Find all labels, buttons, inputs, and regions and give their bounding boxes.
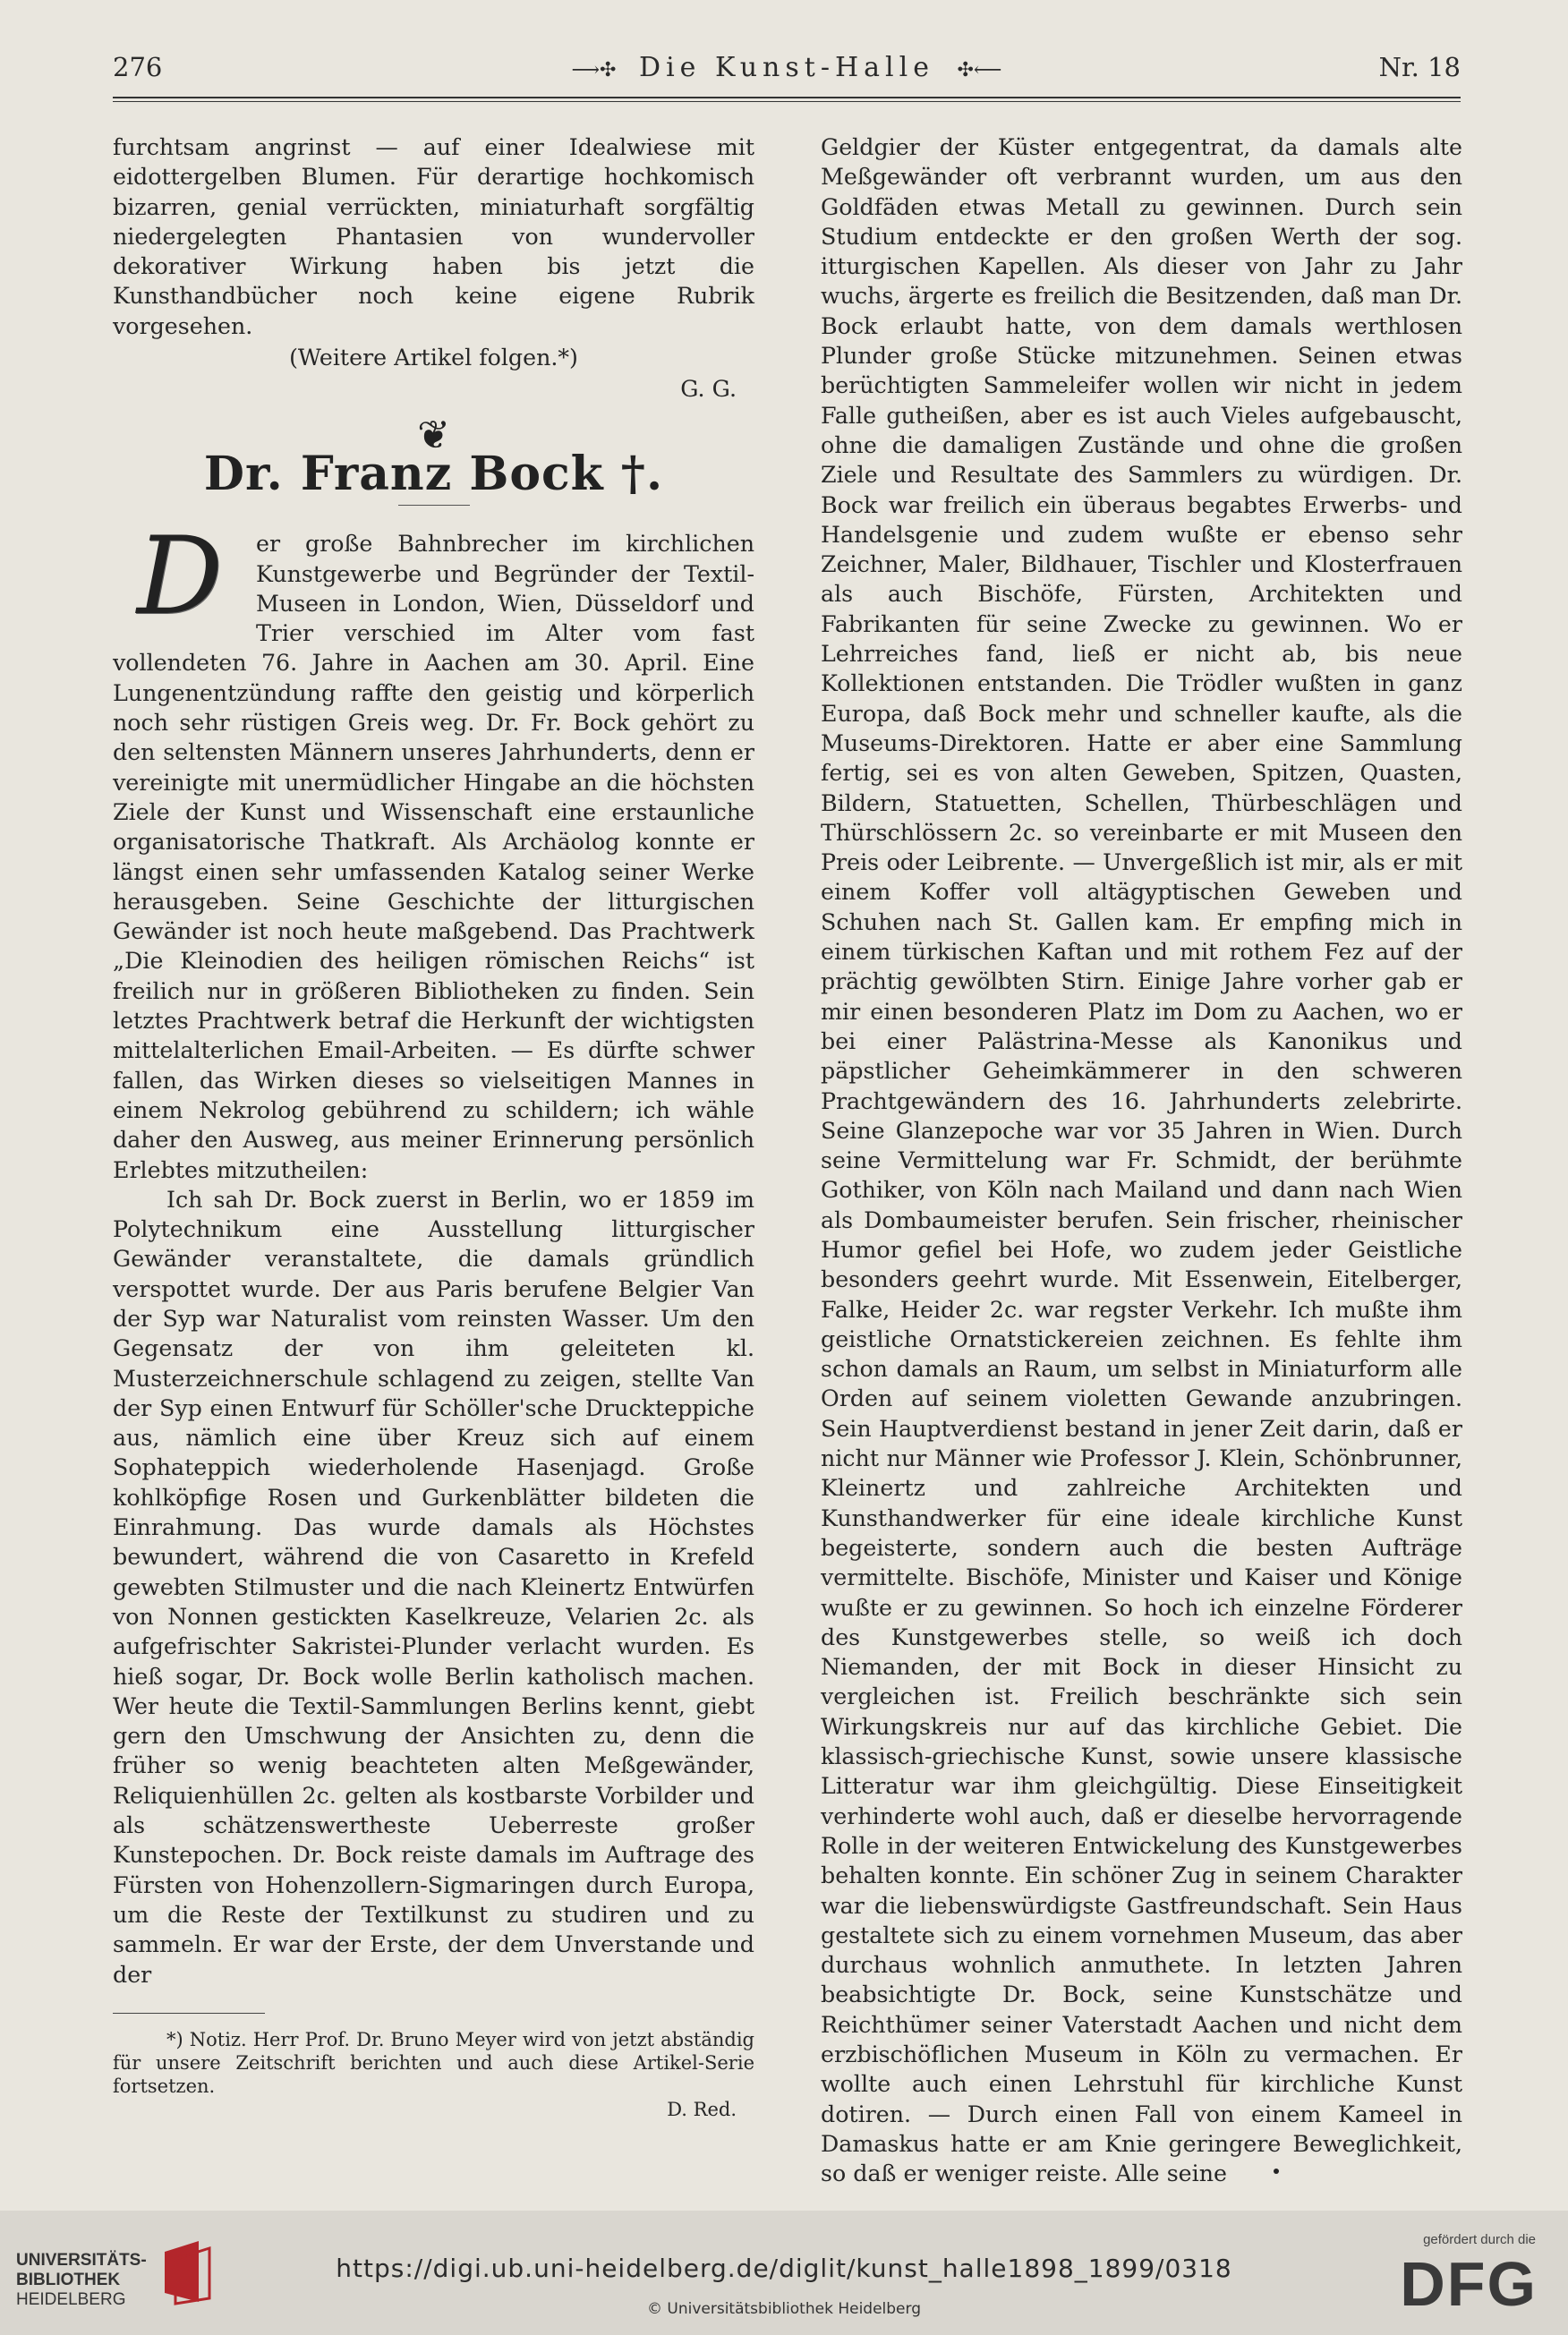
header-rule <box>113 97 1461 98</box>
title-rule <box>398 505 470 506</box>
drop-cap-initial: D <box>136 515 224 640</box>
funding-note: gefördert durch die <box>1423 2232 1536 2247</box>
library-line-2: BIBLIOTHEK <box>16 2271 121 2289</box>
journal-title: Die Kunst-Halle <box>639 52 934 83</box>
article-title: Dr. Franz Bock †. <box>203 446 664 501</box>
fleuron-ornament-icon: ❦ <box>417 412 450 458</box>
ornament-left-icon: ⟶✣ <box>571 59 617 81</box>
header-rule-thin <box>113 101 1461 102</box>
page-header <box>113 52 1461 95</box>
article-paragraph-1 <box>113 515 754 1185</box>
permalink-url[interactable]: https://digi.ub.uni-heidelberg.de/diglit/kunst_halle1898_1899/0318 <box>336 2254 1232 2283</box>
footnote-signature: D. Red. <box>667 2098 737 2120</box>
copyright-notice: © Universitätsbibliothek Heidelberg <box>646 2300 921 2318</box>
ink-dot <box>1274 2169 1279 2174</box>
journal-title-row <box>113 52 1461 83</box>
digitization-footer <box>0 2211 1568 2335</box>
right-paragraph-1: Geldgier der Küster entgegentrat, da damals alte Meßgewänder oft verbrannt wurden, um aus den Goldfäden etwas Metall zu gewinnen. Durch sein Studium entdeckte er den großen Werth der sog. itturgischen Kapellen. Als dieser von Jahr zu Jahr wuchs, ärgerte es freilich die Besitzenden, daß man Dr. Bock erlaubt hatte, von dem damals werthlosen Plunder große Stücke mitzunehmen. Seinen etwas berüchtigten Sammeleifer wollen wir nicht in jedem Falle gutheißen, aber es ist auch Vieles aufgebauscht, ohne die damaligen Zustände und ohne die großen Ziele und Resultate des Sammlers zu würdigen. Dr. Bock war freilich ein überaus begabtes Erwerbs- und Handelsgenie und zudem wußte er ebenso sehr Zeichner, Maler, Bildhauer, Tischler und Klosterfrauen als auch Bischöfe, Fürsten, Architekten und Fabrikanten für seine Zwecke zu gewinnen. Wo er Lehrreiches fand, ließ er nicht ab, bis neue Kollektionen entstanden. Die Trödler wußten in ganz Europa, daß Bock mehr und schneller kaufte, als die Museums-Direktoren. Hatte er aber eine Sammlung fertig, sei es von alten Geweben, Spitzen, Quasten, Bildern, Statuetten, Schellen, Thürbeschlägen und Thürschlössern 2c. so vereinbarte er mit Museen den Preis oder Leibrente. — Unvergeßlich ist mir, als er mit einem Koffer voll altägyptischen Geweben und Schuhen nach St. Gallen kam. Er empfing mich in einem türkischen Kaftan und mit rothem Fez auf der prächtig gewölbten Stirn. Einige Jahre vorher gab er mir einen besonderen Platz im Dom zu Aachen, wo er bei einer Palästrina-Messe als Kanonikus und päpstlicher Geheimkämmerer in den schweren Prachtgewändern des 16. Jahrhunderts zelebrirte. Seine Glanzepoche war vor 35 Jahren in Wien. Durch seine Vermittelung war Fr. Schmidt, der berühmte Gothiker, von Köln nach Mailand und dann nach Wien als Dombaumeister berufen. Sein frischer, rheinischer Humor gefiel bei Hofe, wo zudem jeder Geistliche besonders geehrt wurde. Mit Essenwein, Eitelberger, Falke, Heider 2c. war regster Verkehr. Ich mußte ihm geistliche Ornatstickereien zeichnen. Es fehlte ihm schon damals an Raum, um selbst in Miniaturform alle Orden auf seinem violetten Gewande anzubringen. Sein Hauptverdienst bestand in jener Zeit darin, daß er nicht nur Männer wie Professor J. Klein, Schönbrunner, Kleinertz und zahlreiche Architekten und Kunsthandwerker für eine ideale kirchliche Kunst begeisterte, sondern auch die besten Aufträge vermittelte. Bischöfe, Minister und Kaiser und Könige wußte er zu gewinnen. So hoch ich einzelne Förderer des Kunstgewerbes stelle, so weiß ich doch Niemanden, der mit Bock in dieser Hinsicht zu vergleichen ist. Freilich beschränkte sich sein Wirkungskreis nur auf das kirchliche Gebiet. Die klassisch-griechische Kunst, sowie unsere klassische Litteratur war ihm gleichgültig. Diese Einseitigkeit verhinderte wohl auch, daß er dieselbe hervorragende Rolle in der weiteren Entwickelung des Kunstgewerbes behalten konnte. Ein schöner Zug in seinem Charakter war die liebenswürdigste Gastfreundschaft. Sein Haus gestaltete sich zu einem vornehmen Museum, das aber durchaus wohnlich anmuthete. In letzten Jahren beabsichtigte Dr. Bock, seine Kunstschätze und Reichthümer seiner Vaterstadt Aachen und nicht dem erzbischöflichen Museum in Köln zu vermachen. Er wollte auch einen Lehrstuhl für kirchliche Kunst dotiren. — Durch einen Fall von einem Kameel in Damaskus hatte er am Knie geringere Beweglichkeit, so daß er weniger reiste. Alle seine <box>821 134 1462 2187</box>
library-line-3: HEIDELBERG <box>16 2290 126 2309</box>
footnote <box>113 2028 754 2121</box>
paragraph-1-text: er große Bahnbrecher im kirchlichen Kunstgewerbe und Begründer der Textil-Museen in London, Wien, Düsseldorf und Trier verschied im Alter vom fast vollendeten 76. Jahre in Aachen am 30. April. Eine Lungenentzündung raffte den geistig und körperlich noch sehr rüstigen Greis weg. Dr. Fr. Bock gehört zu den seltensten Männern unseres Jahrhunderts, denn er vereinigte mit unermüdlicher Hingabe an die höchsten Ziele der Kunst und Wissenschaft eine erstaunliche organisatorische Thatkraft. Als Archäolog konnte er längst einen sehr umfassenden Katalog seiner Werke herausgeben. Seine Geschichte der litturgischen Gewänder ist noch heute maßgebend. Das Prachtwerk „Die Kleinodien des heiligen römischen Reichs“ ist freilich nur in größeren Bibliotheken zu finden. Sein letztes Prachtwerk betraf die Herkunft der wichtigsten mittelalterlichen Email-Arbeiten. — Es dürfte schwer fallen, das Wirken dieses so vielseitigen Mannes in einem Nekrolog gebührend zu schildern; ich wähle daher den Ausweg, aus meiner Erinnerung persönlich Erlebtes mitzutheilen: <box>113 531 754 1183</box>
footnote-rule <box>113 2013 265 2014</box>
author-signature: G. G. <box>680 376 737 403</box>
ornament-right-icon: ✣⟵ <box>957 59 1002 81</box>
left-column <box>113 132 754 2121</box>
library-line-1: UNIVERSITÄTS- <box>16 2251 147 2270</box>
continuation-paragraph: furchtsam angrinst — auf einer Idealwiese mit eidottergelben Blumen. Für derartige hochkomisch bizarren, genial verrückten, miniaturhaft sorgfältig niedergelegten Phantasien von wundervoller dekorativer Wirkung haben bis jetzt die Kunsthandbücher noch keine eigene Rubrik vorgesehen. <box>113 134 754 339</box>
article-paragraph-2: Ich sah Dr. Bock zuerst in Berlin, wo er 1859 im Polytechnikum eine Ausstellung litturgischer Gewänder veranstaltete, die damals gründlich verspottet wurde. Der aus Paris berufene Belgier Van der Syp war Naturalist vom reinsten Wasser. Um den Gegensatz der von ihm geleiteten kl. Musterzeichnerschule schlagend zu zeigen, stellte Van der Syp einen Entwurf für Schöller'sche Druckteppiche aus, nämlich eine über Kreuz sich auf einem Sophateppich wiederholende Hasenjagd. Große kohlköpfige Rosen und Gurkenblätter bildeten die Einrahmung. Das wurde damals als Höchstes bewundert, während die von Casaretto in Krefeld gewebten Stilmuster und die nach Kleinertz Entwürfen von Nonnen gestickten Kaselkreuze, Velarien 2c. als aufgefrischter Sakristei-Plunder verlacht wurden. Es hieß sogar, Dr. Bock wolle Berlin katholisch machen. Wer heute die Textil-Sammlungen Berlins kennt, giebt gern den Umschwung der Ansichten zu, denn die früher so wenig beachteten alten Meßgewänder, Reliquienhüllen 2c. gelten als kostbarste Vorbilder und als schätzenswertheste Ueberreste großer Kunstepochen. Dr. Bock reiste damals im Auftrage des Fürsten von Hohenzollern-Sigmaringen durch Europa, um die Reste der Textilkunst zu studiren und zu sammeln. Er war der Erste, der dem Unverstande und der <box>113 1186 754 1988</box>
issue-number: Nr. 18 <box>1378 52 1461 82</box>
footnote-text: *) Notiz. Herr Prof. Dr. Bruno Meyer wird von jetzt abständig für unsere Zeitschrift berichten und auch diese Artikel-Serie fortsetzen. <box>113 2028 754 2097</box>
more-articles-note: (Weitere Artikel folgen.*) <box>289 345 578 371</box>
page-number: 276 <box>113 52 163 82</box>
right-column <box>821 132 1462 2188</box>
dfg-logo: DFG <box>1400 2249 1538 2319</box>
